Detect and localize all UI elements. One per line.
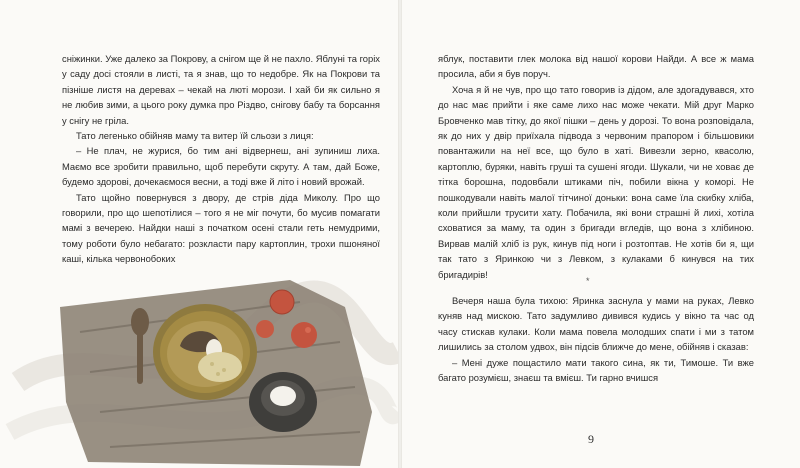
paragraph: сніжинки. Уже далеко за Покрову, а снігом ще й не пахло. Яблуні та горіх у саду досі стояли в листі, та я знав, що то недобре. Як на Покрови та пізніше листя на деревах – чекай на люті морози. І хай би як сильно я не любив зими, а цього року думка про Різдво, снігову бабу та борсання у снігу не гріла. [62, 53, 380, 126]
right-page [402, 0, 800, 468]
left-page-text [62, 51, 380, 267]
milk-jug-icon [249, 372, 317, 432]
paragraph: – Не плач, не журися, бо тим ані відвернеш, ані зупиниш лиха. Маємо все зробити правильно, щоб перебути скруту. А там, дай Боже, будемо здорові, дочекаємося весни, а тоді вже й літо і новий врожай. [62, 145, 380, 188]
paragraph: Вечеря наша була тихою: Яринка заснула у мами на руках, Левко куняв над мискою. Тато задумливо дивився кудись у вікно та час од часу стискав кулаки. Коли мама повела молодших спати і ми з татом лишились за столом удвох, він підсів ближче до мене, обійняв і сказав: [438, 295, 754, 353]
paragraph: – Мені дуже пощастило мати такого сина, як ти, Тимоше. Ти вже багато розумієш, знаєш та вмієш. Ти гарно вчишся [438, 356, 754, 384]
section-separator: * [586, 276, 590, 286]
apple-icon [270, 290, 294, 314]
apple-icon [256, 320, 274, 338]
left-page [0, 0, 398, 468]
right-page-text-continued [438, 293, 754, 385]
paragraph: Хоча я й не чув, про що тато говорив із дідом, але здогадувався, хто до нас має прийти і яке саме лихо нас може чекати. Мій друг Марко Бровченко мав тітку, до якої пішки – день у дорозі. То вона розповідала, як до них у двір приїхала підвода з червоним прапором і більшовики повантажили на неї все, що було в хаті. Вивезли зерно, квасолю, картоплю, буряки, навіть груші та сушені ягоди. Шукали, чи не ховає де тітка борошна, подовбали штиками піч, побили вікна у коморі. Не пошкодували навіть малої тітчиної доньки: вона саме їла скибку хліба, коли прийшли трусити хату. Побачила, які вони страшні й лихі, хотіла сховатися за маму, та один з бригади вгледів, що вона з хлібиною. Вирвав малій хліб із рук, кинув під ноги і розтоптав. Не хотів би я, щи так тато з Яринкою чи з Левком, з кулаками б кинувся на тих бригадирів! [438, 83, 754, 280]
right-page-text [438, 51, 754, 282]
apple-icon [291, 322, 317, 348]
paragraph: Тато щойно повернувся з двору, де стрів діда Миколу. Про що говорили, про що шепотілися – того я не міг почути, бо мусив помагати мамі з вечерею. Найдки наші з початком осені стали геть немудрими, тому роботи було небагато: розкласти пару картоплин, трохи пшоняної каші, кілька червонобоких [62, 191, 380, 265]
paragraph: Тато легенько обійняв маму та витер їй сльози з лиця: [76, 130, 314, 142]
table-illustration [0, 262, 398, 468]
page-number: 9 [588, 432, 594, 446]
paragraph: яблук, поставити глек молока від нашої корови Найди. А все ж мама просила, аби я був поруч. [438, 53, 754, 80]
plate-icon [153, 304, 257, 400]
